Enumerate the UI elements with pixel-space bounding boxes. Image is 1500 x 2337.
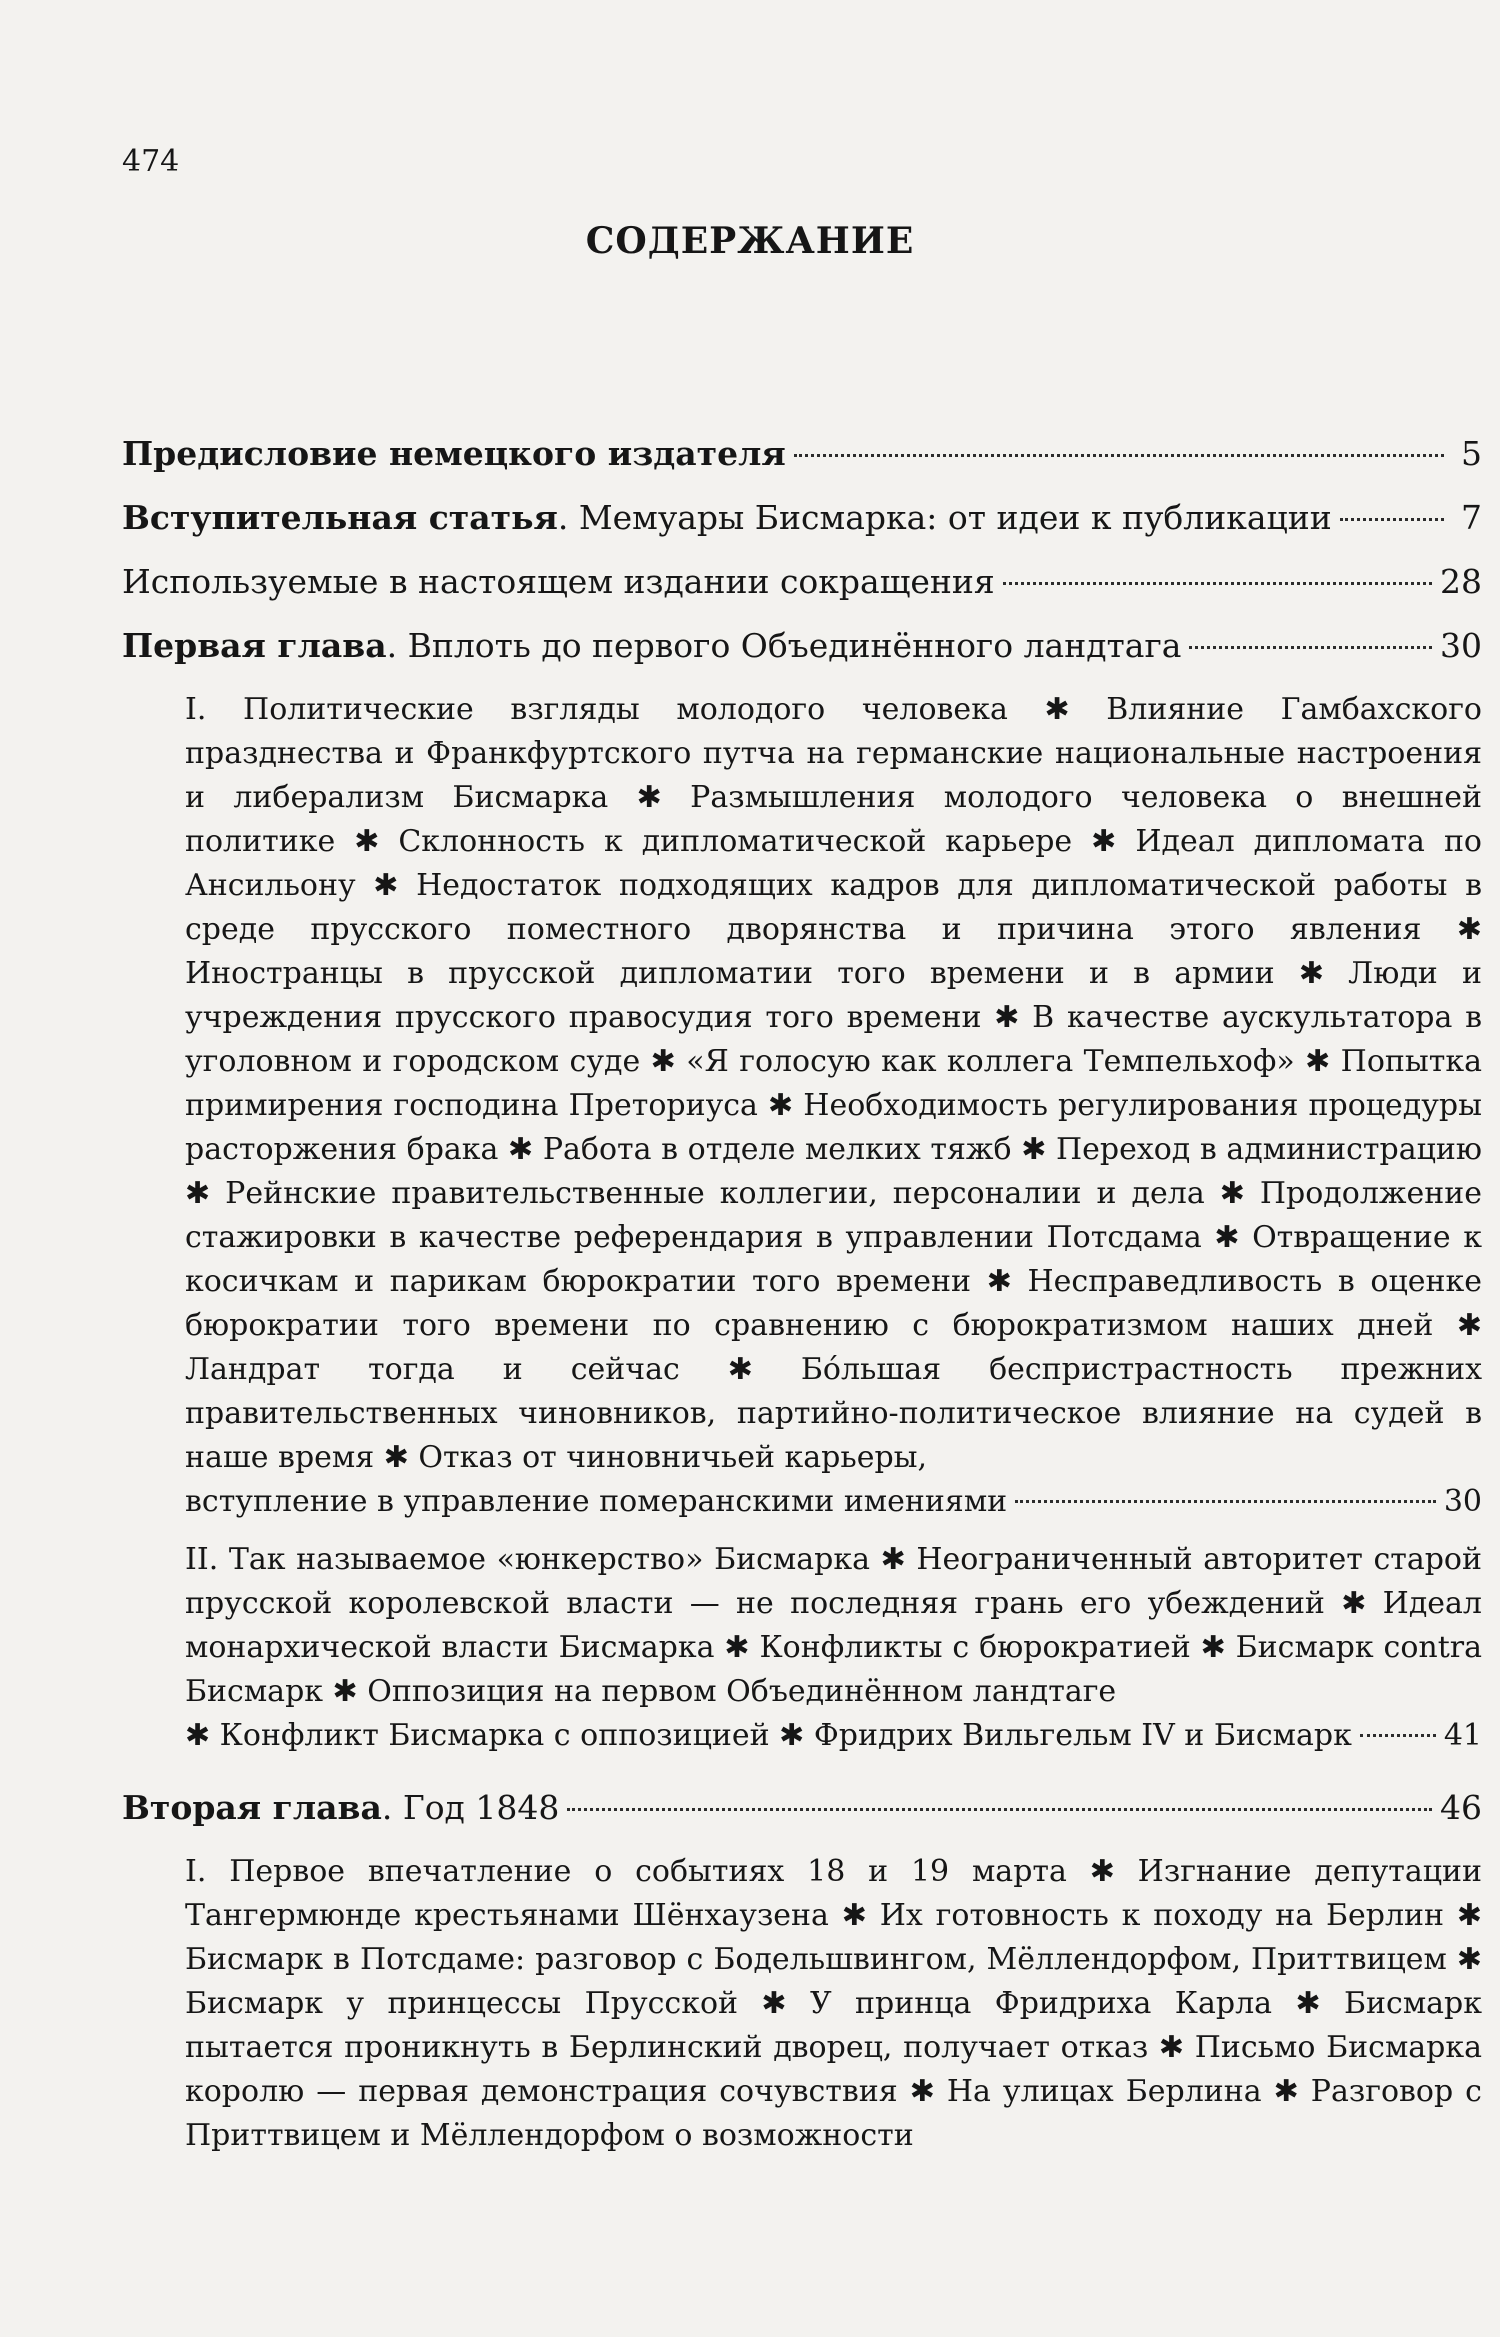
- toc-subsection-2-i: [122, 1850, 1482, 2158]
- toc-page-number: 30: [1443, 1484, 1482, 1519]
- toc-entry-rest: . Год 1848: [381, 1788, 560, 1827]
- toc-entry-bold: Вступительная статья: [122, 498, 558, 537]
- toc-page-number: 5: [1461, 434, 1482, 473]
- subsection-text: II. Так называемое «юнкерство» Бисмарка ✱ Неограниченный авторитет старой прусской королевской власти — не последняя грань его убеждений ✱ Идеал монархической власти Бисмарка ✱ Конфликты с бюрократией ✱ Бисмарк contra Бисмарк ✱ Оппозиция на первом Объединённом ландтаге: [185, 1542, 1482, 1709]
- toc-page-number: 28: [1440, 562, 1482, 601]
- toc-entry-bold: Вторая глава: [122, 1788, 382, 1827]
- toc-page-number: 46: [1440, 1788, 1482, 1827]
- toc-entry-rest: Используемые в настоящем издании сокращения: [122, 562, 995, 601]
- toc-entry-text: [122, 560, 995, 604]
- toc-entry-abbreviations: [122, 560, 1482, 604]
- toc-subsection-1-i: [122, 688, 1482, 1524]
- toc-entry-text: [122, 496, 1332, 540]
- dot-leader: [1360, 1734, 1436, 1737]
- dot-leader: [1189, 646, 1432, 649]
- toc-entry-rest: . Вплоть до первого Объединённого ландтага: [386, 626, 1182, 665]
- dot-leader: [1003, 582, 1432, 585]
- toc-entry-foreword: [122, 432, 1482, 476]
- toc-subsection-1-ii: [122, 1538, 1482, 1758]
- dot-leader: [794, 454, 1444, 457]
- subsection-last-line: [185, 1480, 1482, 1524]
- toc-title: СОДЕРЖАНИЕ: [585, 220, 915, 262]
- toc-entry-chapter-1: [122, 624, 1482, 668]
- toc-entry-text: [122, 432, 786, 476]
- subsection-text: I. Первое впечатление о событиях 18 и 19 марта ✱ Изгнание депутации Тангермюнде крестьянами Шёнхаузена ✱ Их готовность к походу на Берлин ✱ Бисмарк в Потсдаме: разговор с Бодельшвингом, Мёллендорфом, Приттвицем ✱ Бисмарк у принцессы Прусской ✱ У принца Фридриха Карла ✱ Бисмарк пытается проникнуть в Берлинский дворец, получает отказ ✱ Письмо Бисмарка королю — первая демонстрация сочувствия ✱ На улицах Берлина ✱ Разговор с Приттвицем и Мёллендорфом о возможности: [185, 1854, 1482, 2153]
- toc-entry-bold: Первая глава: [122, 626, 387, 665]
- toc-entry-chapter-2: [122, 1786, 1482, 1830]
- spacer: [122, 1772, 1482, 1786]
- dot-leader: [1015, 1500, 1436, 1503]
- table-of-contents: [122, 432, 1482, 2172]
- subsection-text: I. Политические взгляды молодого человека ✱ Влияние Гамбахского празднества и Франкфуртского путча на германские национальные настроения и либерализм Бисмарка ✱ Размышления молодого человека о внешней политике ✱ Склонность к дипломатической карьере ✱ Идеал дипломата по Ансильону ✱ Недостаток подходящих кадров для дипломатической работы в среде прусского поместного дворянства и причина этого явления ✱ Иностранцы в прусской дипломатии того времени и в армии ✱ Люди и учреждения прусского правосудия того времени ✱ В качестве аускультатора в уголовном и городском суде ✱ «Я голосую как коллега Темпельхоф» ✱ Попытка примирения господина Преториуса ✱ Необходимость регулирования процедуры расторжения брака ✱ Работа в отделе мелких тяжб ✱ Переход в администрацию ✱ Рейнские правительственные коллегии, персоналии и дела ✱ Продолжение стажировки в качестве референдария в управлении Потсдама ✱ Отвращение к косичкам и парикам бюрократии того времени ✱ Несправедливость в оценке бюрократии того времени по сравнению с бюрократизмом наших дней ✱ Ландрат тогда и сейчас ✱ Бóльшая беспристрастность прежних правительственных чиновников, партийно-политическое влияние на судей в наше время ✱ Отказ от чиновничьей карьеры,: [185, 692, 1482, 1475]
- toc-entry-bold: Предисловие немецкого издателя: [122, 434, 786, 473]
- page-number: 474: [122, 144, 180, 179]
- toc-page-number: 41: [1443, 1718, 1482, 1753]
- toc-entry-rest: . Мемуары Бисмарка: от идеи к публикации: [557, 498, 1332, 537]
- toc-page-number: 30: [1440, 626, 1482, 665]
- dot-leader: [567, 1808, 1432, 1811]
- dot-leader: [1340, 518, 1444, 521]
- subsection-last-text: вступление в управление померанскими имениями: [185, 1484, 1008, 1519]
- subsection-last-text: ✱ Конфликт Бисмарка с оппозицией ✱ Фридрих Вильгельм IV и Бисмарк: [185, 1718, 1352, 1753]
- toc-entry-introduction: [122, 496, 1482, 540]
- subsection-last-line: [185, 1714, 1482, 1758]
- toc-entry-text: [122, 624, 1181, 668]
- toc-entry-text: [122, 1786, 559, 1830]
- toc-page-number: 7: [1461, 498, 1482, 537]
